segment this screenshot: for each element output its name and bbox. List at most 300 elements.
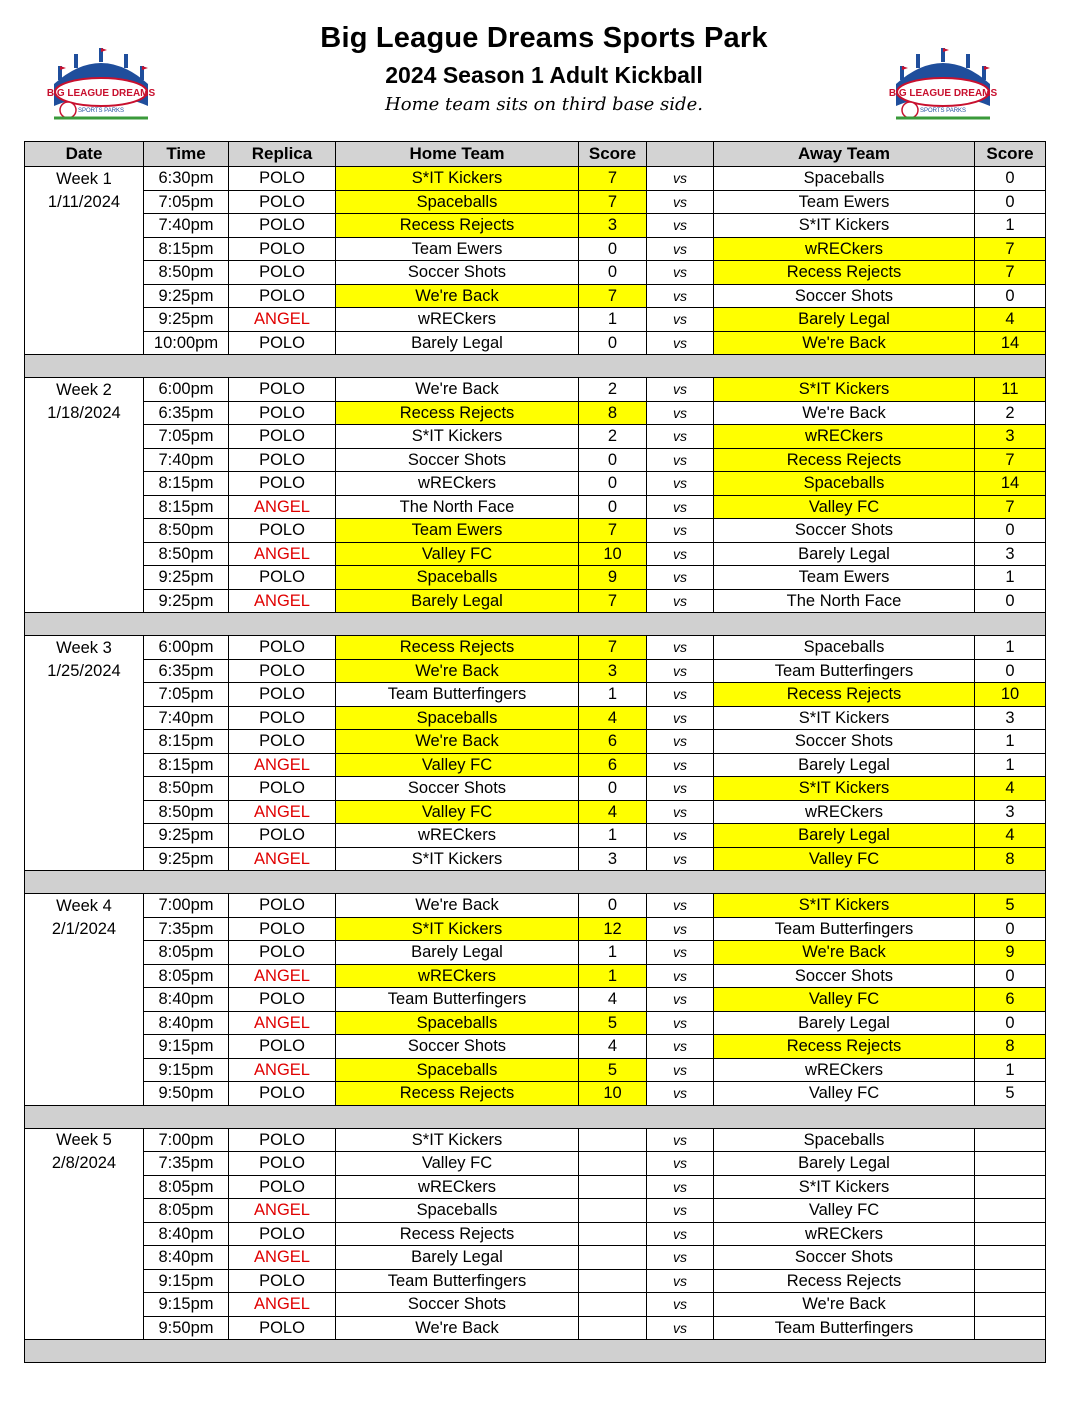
replica-field: POLO <box>229 378 336 402</box>
away-team: Valley FC <box>714 1082 975 1106</box>
home-team: Valley FC <box>336 542 579 566</box>
home-score <box>579 1175 647 1199</box>
game-row <box>25 847 1046 871</box>
game-row <box>25 190 1046 214</box>
home-score: 4 <box>579 706 647 730</box>
home-team: Soccer Shots <box>336 448 579 472</box>
replica-field: ANGEL <box>229 800 336 824</box>
column-header-away-score: Score <box>975 142 1046 167</box>
game-time: 7:40pm <box>144 448 229 472</box>
home-team: wRECkers <box>336 1175 579 1199</box>
home-team: wRECkers <box>336 472 579 496</box>
away-score: 0 <box>975 284 1046 308</box>
home-score: 7 <box>579 589 647 613</box>
away-team: Valley FC <box>714 495 975 519</box>
column-header-home-score: Score <box>579 142 647 167</box>
replica-field: POLO <box>229 1269 336 1293</box>
vs-label: vs <box>647 1128 714 1152</box>
home-score: 4 <box>579 800 647 824</box>
vs-label: vs <box>647 1175 714 1199</box>
away-score: 4 <box>975 777 1046 801</box>
column-header-replica: Replica <box>229 142 336 167</box>
home-team: S*IT Kickers <box>336 167 579 191</box>
replica-field: POLO <box>229 1222 336 1246</box>
week-label: Week 3 <box>25 636 144 660</box>
home-score: 6 <box>579 753 647 777</box>
game-row <box>25 1199 1046 1223</box>
replica-field: ANGEL <box>229 1199 336 1223</box>
home-score: 5 <box>579 1011 647 1035</box>
away-team: Team Ewers <box>714 190 975 214</box>
game-time: 6:35pm <box>144 659 229 683</box>
game-time: 9:50pm <box>144 1082 229 1106</box>
home-team: Valley FC <box>336 753 579 777</box>
home-score: 7 <box>579 519 647 543</box>
replica-field: ANGEL <box>229 1246 336 1270</box>
away-team: S*IT Kickers <box>714 378 975 402</box>
home-team: Barely Legal <box>336 941 579 965</box>
game-row <box>25 519 1046 543</box>
away-score: 3 <box>975 425 1046 449</box>
home-team: Team Ewers <box>336 519 579 543</box>
date-cell <box>25 308 144 332</box>
date-cell <box>25 1082 144 1106</box>
home-score: 3 <box>579 847 647 871</box>
away-team: S*IT Kickers <box>714 214 975 238</box>
home-score: 4 <box>579 1035 647 1059</box>
home-team: Recess Rejects <box>336 401 579 425</box>
date-cell <box>25 800 144 824</box>
away-team: wRECkers <box>714 237 975 261</box>
replica-field: ANGEL <box>229 1293 336 1317</box>
home-score: 0 <box>579 894 647 918</box>
column-header-vs <box>647 142 714 167</box>
date-cell <box>25 1058 144 1082</box>
game-time: 6:00pm <box>144 378 229 402</box>
away-team: Barely Legal <box>714 1011 975 1035</box>
date-cell <box>25 284 144 308</box>
game-time: 8:15pm <box>144 495 229 519</box>
away-team: Barely Legal <box>714 753 975 777</box>
replica-field: ANGEL <box>229 589 336 613</box>
home-score: 1 <box>579 308 647 332</box>
home-score: 10 <box>579 1082 647 1106</box>
home-score: 0 <box>579 495 647 519</box>
date-cell <box>25 495 144 519</box>
game-time: 8:15pm <box>144 237 229 261</box>
vs-label: vs <box>647 237 714 261</box>
replica-field: POLO <box>229 636 336 660</box>
vs-label: vs <box>647 167 714 191</box>
vs-label: vs <box>647 659 714 683</box>
column-header-home-team: Home Team <box>336 142 579 167</box>
away-score: 8 <box>975 847 1046 871</box>
game-row <box>25 495 1046 519</box>
away-score: 6 <box>975 988 1046 1012</box>
week-separator-cell <box>25 1105 1046 1128</box>
vs-label: vs <box>647 847 714 871</box>
game-time: 9:50pm <box>144 1316 229 1340</box>
home-score: 2 <box>579 425 647 449</box>
home-score: 8 <box>579 401 647 425</box>
home-score <box>579 1222 647 1246</box>
away-score: 1 <box>975 636 1046 660</box>
week-separator-cell <box>25 1340 1046 1363</box>
column-header-time: Time <box>144 142 229 167</box>
replica-field: POLO <box>229 472 336 496</box>
game-row <box>25 824 1046 848</box>
vs-label: vs <box>647 1293 714 1317</box>
away-team: wRECkers <box>714 800 975 824</box>
away-team: We're Back <box>714 401 975 425</box>
away-score: 0 <box>975 190 1046 214</box>
away-team: Barely Legal <box>714 1152 975 1176</box>
game-time: 8:05pm <box>144 1199 229 1223</box>
game-time: 9:25pm <box>144 824 229 848</box>
game-row <box>25 941 1046 965</box>
home-team: Spaceballs <box>336 1011 579 1035</box>
away-score: 3 <box>975 800 1046 824</box>
date-cell <box>25 331 144 355</box>
svg-text:SPORTS PARKS: SPORTS PARKS <box>77 108 125 114</box>
vs-label: vs <box>647 378 714 402</box>
game-row <box>25 1175 1046 1199</box>
home-team: Barely Legal <box>336 1246 579 1270</box>
game-time: 7:40pm <box>144 214 229 238</box>
game-row <box>25 378 1046 402</box>
game-time: 8:50pm <box>144 519 229 543</box>
game-row <box>25 1246 1046 1270</box>
column-header-date: Date <box>25 142 144 167</box>
game-time: 8:05pm <box>144 964 229 988</box>
date-cell <box>25 683 144 707</box>
game-time: 9:25pm <box>144 589 229 613</box>
game-row <box>25 988 1046 1012</box>
home-team: Recess Rejects <box>336 1082 579 1106</box>
week-separator <box>25 871 1046 894</box>
replica-field: ANGEL <box>229 542 336 566</box>
game-time: 8:40pm <box>144 1222 229 1246</box>
game-row <box>25 636 1046 660</box>
replica-field: POLO <box>229 190 336 214</box>
away-team: S*IT Kickers <box>714 706 975 730</box>
vs-label: vs <box>647 472 714 496</box>
home-score: 0 <box>579 237 647 261</box>
game-time: 7:00pm <box>144 1128 229 1152</box>
home-score: 9 <box>579 566 647 590</box>
date-cell <box>25 1293 144 1317</box>
away-score: 4 <box>975 308 1046 332</box>
away-score <box>975 1175 1046 1199</box>
home-team: We're Back <box>336 284 579 308</box>
home-team: wRECkers <box>336 964 579 988</box>
vs-label: vs <box>647 1035 714 1059</box>
game-time: 8:05pm <box>144 941 229 965</box>
replica-field: POLO <box>229 706 336 730</box>
home-score: 2 <box>579 378 647 402</box>
week-date: 1/11/2024 <box>25 190 144 214</box>
week-date: 2/8/2024 <box>25 1152 144 1176</box>
date-cell <box>25 706 144 730</box>
date-cell <box>25 1035 144 1059</box>
game-row <box>25 1269 1046 1293</box>
away-score <box>975 1199 1046 1223</box>
away-score: 1 <box>975 566 1046 590</box>
home-team: S*IT Kickers <box>336 847 579 871</box>
home-team: Team Butterfingers <box>336 683 579 707</box>
game-row <box>25 1128 1046 1152</box>
game-row <box>25 566 1046 590</box>
date-cell <box>25 941 144 965</box>
date-cell <box>25 237 144 261</box>
home-score: 7 <box>579 167 647 191</box>
game-time: 7:35pm <box>144 917 229 941</box>
date-cell <box>25 589 144 613</box>
home-score <box>579 1199 647 1223</box>
home-score: 7 <box>579 284 647 308</box>
vs-label: vs <box>647 284 714 308</box>
home-score: 7 <box>579 190 647 214</box>
replica-field: POLO <box>229 566 336 590</box>
away-team: Recess Rejects <box>714 448 975 472</box>
home-score: 12 <box>579 917 647 941</box>
game-time: 9:25pm <box>144 308 229 332</box>
replica-field: POLO <box>229 167 336 191</box>
game-time: 8:15pm <box>144 753 229 777</box>
replica-field: ANGEL <box>229 964 336 988</box>
game-row <box>25 1035 1046 1059</box>
home-team: Recess Rejects <box>336 1222 579 1246</box>
home-score <box>579 1128 647 1152</box>
replica-field: POLO <box>229 730 336 754</box>
replica-field: POLO <box>229 777 336 801</box>
date-cell <box>25 1175 144 1199</box>
away-score: 2 <box>975 401 1046 425</box>
away-team: Barely Legal <box>714 308 975 332</box>
vs-label: vs <box>647 1199 714 1223</box>
game-time: 8:15pm <box>144 730 229 754</box>
game-time: 7:00pm <box>144 894 229 918</box>
vs-label: vs <box>647 261 714 285</box>
vs-label: vs <box>647 1222 714 1246</box>
page-title: Big League Dreams Sports Park <box>320 22 768 54</box>
game-time: 9:15pm <box>144 1293 229 1317</box>
game-time: 8:40pm <box>144 1011 229 1035</box>
home-team: Soccer Shots <box>336 261 579 285</box>
home-team: We're Back <box>336 1316 579 1340</box>
game-row <box>25 472 1046 496</box>
game-row <box>25 894 1046 918</box>
away-score: 7 <box>975 448 1046 472</box>
vs-label: vs <box>647 1011 714 1035</box>
home-score: 4 <box>579 988 647 1012</box>
date-cell <box>25 1222 144 1246</box>
week-date: 1/18/2024 <box>25 401 144 425</box>
away-score: 0 <box>975 659 1046 683</box>
away-score: 0 <box>975 1011 1046 1035</box>
game-row <box>25 308 1046 332</box>
replica-field: POLO <box>229 1035 336 1059</box>
week-separator <box>25 613 1046 636</box>
replica-field: ANGEL <box>229 1011 336 1035</box>
week-separator-cell <box>25 613 1046 636</box>
vs-label: vs <box>647 730 714 754</box>
week-label: Week 4 <box>25 894 144 918</box>
vs-label: vs <box>647 190 714 214</box>
home-score: 1 <box>579 964 647 988</box>
schedule-table <box>24 141 1046 1363</box>
game-row <box>25 753 1046 777</box>
vs-label: vs <box>647 824 714 848</box>
away-team: Team Butterfingers <box>714 659 975 683</box>
game-row <box>25 1152 1046 1176</box>
replica-field: ANGEL <box>229 495 336 519</box>
away-score <box>975 1222 1046 1246</box>
game-time: 8:40pm <box>144 1246 229 1270</box>
away-score: 0 <box>975 519 1046 543</box>
replica-field: POLO <box>229 824 336 848</box>
home-team: S*IT Kickers <box>336 917 579 941</box>
away-team: Team Butterfingers <box>714 1316 975 1340</box>
game-row <box>25 777 1046 801</box>
date-cell <box>25 777 144 801</box>
away-score: 1 <box>975 214 1046 238</box>
game-time: 8:50pm <box>144 800 229 824</box>
vs-label: vs <box>647 1316 714 1340</box>
away-team: Spaceballs <box>714 636 975 660</box>
vs-label: vs <box>647 636 714 660</box>
home-team: wRECkers <box>336 308 579 332</box>
replica-field: POLO <box>229 261 336 285</box>
home-team: Barely Legal <box>336 589 579 613</box>
replica-field: POLO <box>229 331 336 355</box>
game-time: 9:15pm <box>144 1058 229 1082</box>
home-score <box>579 1152 647 1176</box>
game-time: 7:05pm <box>144 190 229 214</box>
date-cell <box>25 847 144 871</box>
game-time: 8:05pm <box>144 1175 229 1199</box>
replica-field: POLO <box>229 988 336 1012</box>
home-score: 0 <box>579 777 647 801</box>
home-team: We're Back <box>336 730 579 754</box>
vs-label: vs <box>647 917 714 941</box>
home-team: Spaceballs <box>336 1058 579 1082</box>
replica-field: POLO <box>229 917 336 941</box>
game-row <box>25 730 1046 754</box>
vs-label: vs <box>647 988 714 1012</box>
away-team: We're Back <box>714 331 975 355</box>
game-row <box>25 331 1046 355</box>
home-team: The North Face <box>336 495 579 519</box>
game-time: 9:25pm <box>144 847 229 871</box>
game-time: 6:30pm <box>144 167 229 191</box>
game-time: 7:05pm <box>144 425 229 449</box>
away-team: Soccer Shots <box>714 730 975 754</box>
vs-label: vs <box>647 308 714 332</box>
home-team: Team Ewers <box>336 237 579 261</box>
game-row <box>25 261 1046 285</box>
away-team: S*IT Kickers <box>714 777 975 801</box>
game-row <box>25 589 1046 613</box>
replica-field: POLO <box>229 425 336 449</box>
away-score: 5 <box>975 894 1046 918</box>
home-team: We're Back <box>336 378 579 402</box>
date-cell <box>25 261 144 285</box>
away-team: Recess Rejects <box>714 683 975 707</box>
svg-text:BIG LEAGUE DREAMS: BIG LEAGUE DREAMS <box>888 88 998 99</box>
game-time: 8:50pm <box>144 777 229 801</box>
replica-field: POLO <box>229 1316 336 1340</box>
game-row <box>25 1082 1046 1106</box>
away-team: The North Face <box>714 589 975 613</box>
page-header <box>0 0 1088 140</box>
game-row <box>25 401 1046 425</box>
home-team: Spaceballs <box>336 706 579 730</box>
away-team: Valley FC <box>714 988 975 1012</box>
home-score <box>579 1293 647 1317</box>
home-team: Team Butterfingers <box>336 988 579 1012</box>
vs-label: vs <box>647 425 714 449</box>
home-team: Recess Rejects <box>336 636 579 660</box>
replica-field: POLO <box>229 519 336 543</box>
game-row <box>25 1222 1046 1246</box>
away-score: 5 <box>975 1082 1046 1106</box>
vs-label: vs <box>647 1082 714 1106</box>
page-subtitle: 2024 Season 1 Adult Kickball <box>385 62 703 88</box>
game-row <box>25 542 1046 566</box>
away-team: S*IT Kickers <box>714 894 975 918</box>
vs-label: vs <box>647 214 714 238</box>
week-date: 1/25/2024 <box>25 659 144 683</box>
away-team: Team Ewers <box>714 566 975 590</box>
date-cell <box>25 1199 144 1223</box>
away-team: wRECkers <box>714 1222 975 1246</box>
vs-label: vs <box>647 1058 714 1082</box>
away-score <box>975 1128 1046 1152</box>
vs-label: vs <box>647 519 714 543</box>
game-time: 8:50pm <box>144 261 229 285</box>
home-team: Spaceballs <box>336 190 579 214</box>
vs-label: vs <box>647 448 714 472</box>
away-score: 4 <box>975 824 1046 848</box>
date-cell <box>25 988 144 1012</box>
away-score <box>975 1246 1046 1270</box>
replica-field: POLO <box>229 941 336 965</box>
away-team: Valley FC <box>714 1199 975 1223</box>
home-team: Spaceballs <box>336 1199 579 1223</box>
vs-label: vs <box>647 589 714 613</box>
date-cell <box>25 566 144 590</box>
game-time: 10:00pm <box>144 331 229 355</box>
away-team: Spaceballs <box>714 472 975 496</box>
game-row <box>25 237 1046 261</box>
date-cell <box>25 448 144 472</box>
away-score: 3 <box>975 542 1046 566</box>
week-label: Week 2 <box>25 378 144 402</box>
date-cell <box>25 1269 144 1293</box>
home-team: Soccer Shots <box>336 1293 579 1317</box>
away-team: wRECkers <box>714 425 975 449</box>
date-cell <box>25 472 144 496</box>
game-time: 7:40pm <box>144 706 229 730</box>
date-cell <box>25 730 144 754</box>
home-team: Valley FC <box>336 800 579 824</box>
away-score: 8 <box>975 1035 1046 1059</box>
home-team: Team Butterfingers <box>336 1269 579 1293</box>
game-time: 9:15pm <box>144 1035 229 1059</box>
home-score: 6 <box>579 730 647 754</box>
away-score: 1 <box>975 753 1046 777</box>
